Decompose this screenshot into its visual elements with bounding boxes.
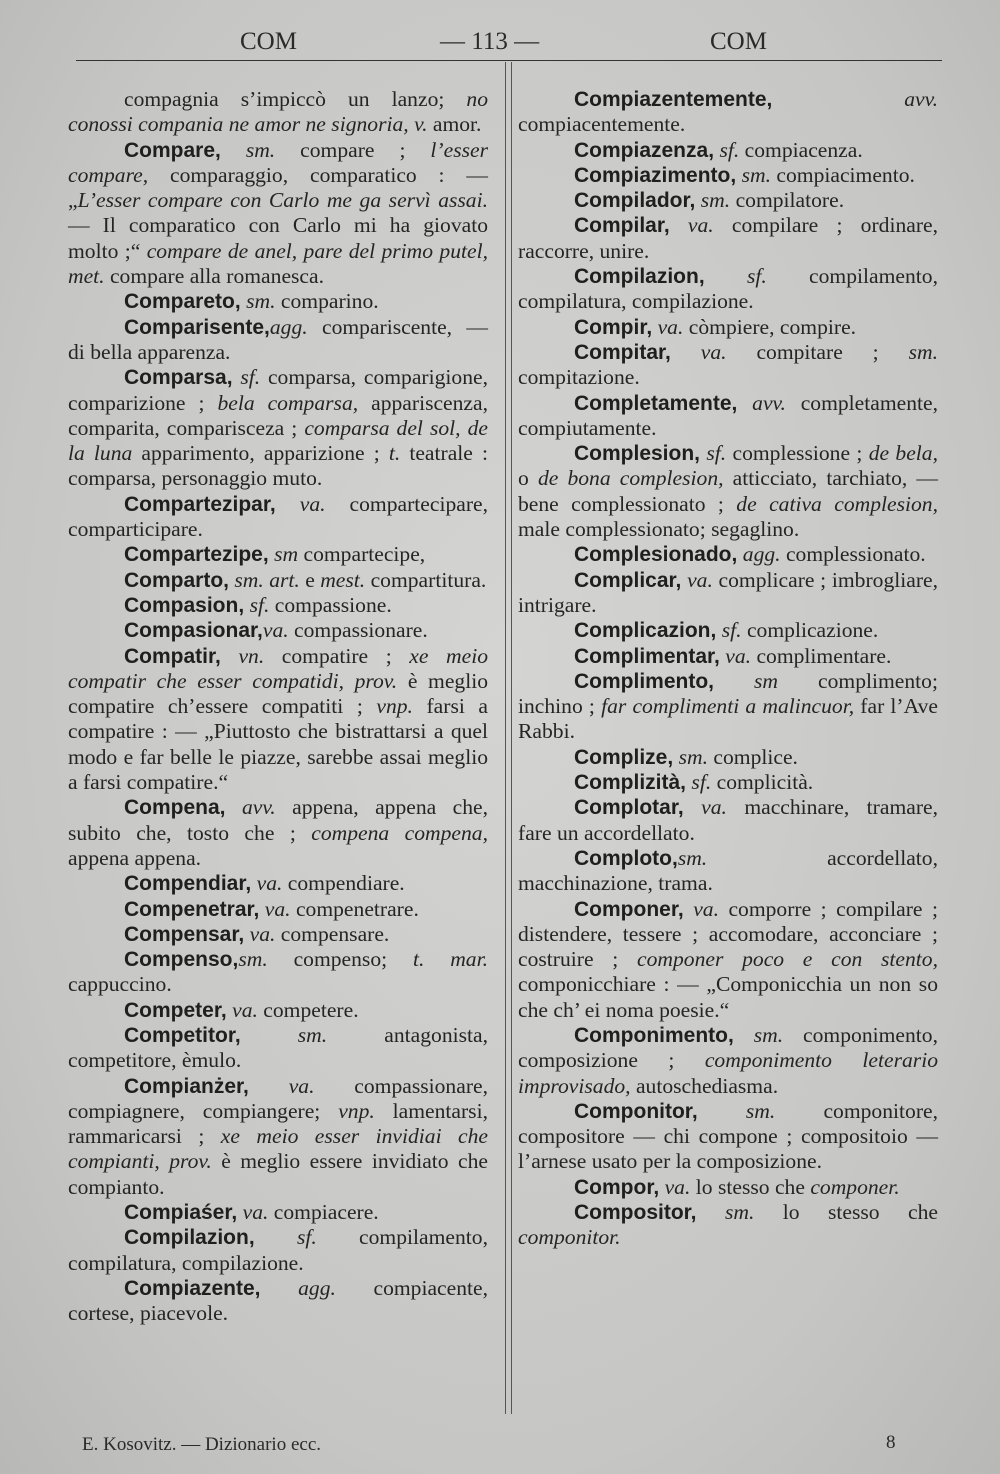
definition-text: compiacimento. <box>771 162 915 187</box>
dictionary-entry <box>68 1023 488 1074</box>
definition-text: teatrale : comparsa, personaggio muto. <box>68 441 488 491</box>
definition-text: complimento; inchino ; <box>518 668 938 719</box>
grammar-label: sf. <box>691 770 712 795</box>
headword: Complimento, <box>574 669 714 693</box>
headword: Compiazenza, <box>574 138 715 162</box>
headword: Compareto, <box>124 290 241 314</box>
grammar-label: prov. <box>169 1149 212 1174</box>
definition-text <box>670 213 688 237</box>
dictionary-entry <box>518 163 938 188</box>
definition-text: o <box>518 466 538 491</box>
headword: Compiaśer, <box>124 1201 238 1225</box>
header-rule <box>76 60 942 61</box>
grammar-label: va. <box>725 643 752 668</box>
grammar-label: sf. <box>296 1225 317 1250</box>
footer-sheet-number: 8 <box>886 1432 896 1453</box>
definition-text: accordellato, macchinazione, trama. <box>518 845 938 896</box>
example-phrase: componer poco e con stento, <box>637 947 939 972</box>
dictionary-entry <box>68 1225 488 1276</box>
definition-text: cappuccino. <box>68 972 172 997</box>
grammar-label: sm <box>754 668 779 693</box>
dictionary-entry <box>68 492 488 543</box>
footer-signature: E. Kosovitz. — Dizionario ecc. <box>82 1434 322 1455</box>
grammar-label: va. <box>657 314 684 339</box>
grammar-label: met. <box>68 264 105 289</box>
definition-text: completamente, compiutamente. <box>518 390 938 440</box>
definition-text: atticciato, tarchiato, — bene complessionato ; <box>518 466 938 516</box>
headword: Complicar, <box>574 568 682 592</box>
grammar-label: vnp. <box>376 694 413 719</box>
grammar-label: sm. <box>245 137 276 162</box>
dictionary-entry <box>518 669 938 745</box>
definition-text: compenso; <box>267 947 413 972</box>
definition-text: complicità. <box>711 770 814 795</box>
definition-text: lamentarsi, rammaricarsi ; <box>68 1098 488 1149</box>
example-phrase: componer. <box>810 1174 900 1199</box>
example-phrase: xe meio esser invidiai che compianti, <box>68 1124 488 1174</box>
definition-text: amor. <box>427 112 482 137</box>
dictionary-entry <box>68 947 488 998</box>
dictionary-entry <box>518 213 938 264</box>
dictionary-entry <box>68 1074 488 1200</box>
example-phrase: componitor. <box>518 1225 621 1250</box>
definition-text: componitore, compositore — chi compone ; compositoio — l’arnese usato per la composizione. <box>518 1098 938 1174</box>
grammar-label: sf. <box>746 264 767 289</box>
example-phrase: componimento leterario improvisado, <box>518 1048 938 1098</box>
headword: Comparsa, <box>124 366 233 390</box>
grammar-label: avv. <box>241 795 276 820</box>
dictionary-entry <box>68 138 488 290</box>
definition-text: compitazione. <box>518 365 640 390</box>
dictionary-entry <box>518 1023 938 1099</box>
grammar-label: sm. <box>297 1022 328 1047</box>
definition-text: appena appena. <box>68 845 202 870</box>
definition-text <box>160 1149 169 1173</box>
headword: Competer, <box>124 998 227 1022</box>
definition-text: compendiare. <box>282 871 405 896</box>
dictionary-entry <box>68 922 488 947</box>
headword: Compartezipar, <box>124 492 276 516</box>
dictionary-entry <box>518 644 938 669</box>
definition-text <box>241 1023 298 1047</box>
example-phrase: de bona complesion, <box>537 466 724 491</box>
grammar-label: sm. <box>741 162 771 187</box>
definition-text: è meglio essere invidiato che compianto. <box>68 1149 488 1199</box>
definition-text <box>698 1099 746 1123</box>
grammar-label: avv. <box>904 87 938 111</box>
headword: Componitor, <box>574 1099 698 1123</box>
dictionary-entry <box>68 593 488 618</box>
headword: Componer, <box>574 897 684 921</box>
column-divider <box>505 62 512 1414</box>
example-phrase: no conossi compania ne amor ne signoria, <box>68 87 488 137</box>
definition-text: compilamento, compilatura, compilazione. <box>518 264 938 314</box>
definition-text: complessionato. <box>780 542 926 567</box>
dictionary-entry <box>518 745 938 770</box>
definition-text: còmpiere, compire. <box>683 314 857 339</box>
grammar-label: t. mar. <box>412 947 488 972</box>
headword: Compasion, <box>124 593 245 617</box>
dictionary-entry <box>518 542 938 567</box>
headword: Compilador, <box>574 189 696 213</box>
right-column <box>518 87 938 1251</box>
dictionary-entry <box>518 846 938 897</box>
definition-text <box>734 1023 754 1047</box>
definition-text: apparimento, apparizione ; <box>132 441 389 466</box>
definition-text: antagonista, competitore, èmulo. <box>68 1022 488 1073</box>
grammar-label: sf. <box>719 137 740 162</box>
definition-text: compensare. <box>275 921 390 946</box>
definition-text: compenetrare. <box>290 896 419 921</box>
definition-text: compassione. <box>269 592 392 617</box>
definition-text: comparsa, comparigione, comparizione ; <box>68 365 488 415</box>
definition-text <box>226 795 242 819</box>
dictionary-entry <box>518 897 938 1023</box>
headword: Compiazimento, <box>574 163 737 187</box>
definition-text <box>221 644 239 668</box>
definition-text: lo stesso che <box>690 1174 811 1199</box>
dictionary-entry <box>518 1175 938 1200</box>
grammar-label: sm. art. <box>234 567 300 592</box>
grammar-label: va. <box>299 491 326 516</box>
example-phrase: compena compena, <box>311 820 488 845</box>
definition-text: compilamento, compilatura, compilazione. <box>68 1225 488 1275</box>
grammar-label: va. <box>242 1200 269 1225</box>
grammar-label: v. <box>414 112 428 137</box>
definition-text: comparaggio, comparatico : — „ <box>68 162 488 213</box>
grammar-label: sm. <box>745 1098 776 1123</box>
grammar-label: prov. <box>354 668 398 693</box>
definition-text <box>344 669 355 693</box>
definition-text: appariscenza, comparita, comparisceza ; <box>68 390 489 440</box>
grammar-label: agg. <box>742 542 781 567</box>
definition-text <box>255 1225 297 1249</box>
headword: Complicazion, <box>574 619 717 643</box>
example-phrase: comparsa del sol, de la luna <box>68 415 488 466</box>
grammar-label: va. <box>288 1073 315 1098</box>
headword: Comploto, <box>574 846 678 870</box>
dictionary-entry <box>518 315 938 340</box>
headword: Compensar, <box>124 922 245 946</box>
definition-text: e <box>299 567 321 592</box>
grammar-label: sf. <box>721 618 742 643</box>
headword: Compendiar, <box>124 872 252 896</box>
definition-text <box>684 897 694 921</box>
definition-text: componicchiare : — „Componicchia un non so che ch’ ei noma poesie.“ <box>518 972 938 1022</box>
dictionary-entry <box>68 289 488 314</box>
dictionary-entry <box>68 644 488 796</box>
headword: Compianżer, <box>124 1074 249 1098</box>
dictionary-entry <box>518 188 938 213</box>
grammar-label: va. <box>249 921 276 946</box>
headword: Completamente, <box>574 391 738 415</box>
dictionary-entry <box>518 618 938 643</box>
headword: Complizità, <box>574 771 687 795</box>
headword: Compartezipe, <box>124 543 269 567</box>
dictionary-entry <box>518 340 938 391</box>
definition-text: lo stesso che <box>754 1200 938 1225</box>
headword: Componimento, <box>574 1023 734 1047</box>
header-left: COM <box>240 28 297 55</box>
headword: Complize, <box>574 745 674 769</box>
definition-text: componimento, composizione ; <box>518 1022 938 1073</box>
headword: Compiazentemente, <box>574 88 773 111</box>
dictionary-entry <box>68 795 488 871</box>
definition-text <box>276 492 300 516</box>
headword: Compare, <box>124 138 221 162</box>
headword: Compasionar, <box>124 619 263 643</box>
headword: Complotar, <box>574 796 684 820</box>
header-right: COM <box>710 28 767 55</box>
grammar-label: va. <box>687 567 713 592</box>
definition-text <box>697 1200 725 1224</box>
definition-text: comparino. <box>275 289 379 314</box>
dictionary-entry <box>68 542 488 567</box>
definition-text: complimentare. <box>751 643 892 668</box>
grammar-label: va. <box>232 997 258 1022</box>
headword: Compiazente, <box>124 1276 261 1300</box>
grammar-label: t. <box>388 441 401 466</box>
running-header <box>70 28 940 58</box>
dictionary-entry <box>518 770 938 795</box>
grammar-label: sf. <box>706 441 727 466</box>
grammar-label: agg. <box>269 314 308 339</box>
definition-text <box>705 264 747 288</box>
definition-text: complice. <box>708 744 798 769</box>
grammar-label: va. <box>256 871 283 896</box>
headword: Compositor, <box>574 1201 697 1225</box>
example-phrase: l’esser compare, <box>68 137 488 187</box>
definition-text: far l’Ave Rabbi. <box>518 694 938 744</box>
headword: Compena, <box>124 796 226 820</box>
grammar-label: mest. <box>320 567 366 592</box>
definition-text: compiacentemente. <box>518 112 686 137</box>
definition-text: complicare ; imbrogliare, intrigare. <box>518 567 938 617</box>
grammar-label: sf. <box>240 365 261 390</box>
headword: Complesionado, <box>574 543 738 567</box>
dictionary-entry <box>518 264 938 315</box>
headword: Compenso, <box>124 948 239 972</box>
definition-text: compassionare. <box>288 618 428 643</box>
example-phrase: far complimenti a malincuor, <box>601 694 855 719</box>
definition-text: compare ; <box>275 137 431 162</box>
definition-text <box>221 138 246 162</box>
grammar-label: va. <box>664 1174 691 1199</box>
dictionary-entry <box>68 1276 488 1327</box>
grammar-label: sm. <box>700 188 731 213</box>
definition-text: compare alla romanesca. <box>104 264 324 289</box>
dictionary-entry <box>68 365 488 491</box>
dictionary-entry <box>518 795 938 846</box>
definition-text: compiacenza. <box>739 137 863 162</box>
headword: Comparisente, <box>124 315 270 339</box>
definition-text: farsi a compatire : — „Piuttosto che bistrattarsi a quel modo e far belle le piazze, sarebbe assai meglio a farsi compatire.“ <box>68 694 488 795</box>
grammar-label: vnp. <box>338 1098 375 1123</box>
definition-text: compiacere. <box>268 1200 379 1225</box>
headword: Compilazion, <box>124 1226 255 1250</box>
grammar-label: sm <box>274 542 299 567</box>
definition-text: — Il comparatico con Carlo mi ha giovato molto ;“ <box>68 213 488 263</box>
definition-text: complicazione. <box>741 618 879 643</box>
definition-text <box>261 1276 299 1300</box>
definition-text: compilare ; ordinare, raccorre, unire. <box>518 213 938 263</box>
headword: Compir, <box>574 315 653 339</box>
dictionary-entry <box>518 391 938 442</box>
dictionary-entry <box>68 315 488 366</box>
definition-text <box>671 340 701 364</box>
grammar-label: vn. <box>238 643 265 668</box>
definition-text: comporre ; compilare ; distendere, tessere ; accomodare, acconciare ; costruire ; <box>518 896 938 972</box>
headword: Competitor, <box>124 1023 241 1047</box>
grammar-label: sm. <box>246 289 276 314</box>
dictionary-entry <box>68 618 488 643</box>
grammar-label: sf. <box>249 592 270 617</box>
definition-text: compariscente, — di bella apparenza. <box>68 314 488 364</box>
definition-text: compilatore. <box>730 188 845 213</box>
grammar-label: sm. <box>678 744 708 769</box>
definition-text: competere. <box>257 997 359 1022</box>
grammar-label: va. <box>687 213 714 238</box>
grammar-label: agg. <box>298 1275 336 1300</box>
grammar-label: va. <box>701 795 727 820</box>
page-number: — 113 — <box>440 28 540 55</box>
definition-text: compartecipe, <box>298 542 426 567</box>
dictionary-entry <box>68 998 488 1023</box>
dictionary-entry <box>518 138 938 163</box>
definition-text: male complessionato; segaglino. <box>518 517 800 542</box>
definition-text: appena, appena che, subito che, tosto che ; <box>68 795 488 845</box>
grammar-label: va. <box>693 896 719 921</box>
example-phrase: de bela, <box>868 441 938 466</box>
dictionary-entry <box>518 1099 938 1175</box>
dictionary-entry <box>68 568 488 593</box>
dictionary-entry <box>68 897 488 922</box>
grammar-label: avv. <box>752 390 786 415</box>
headword: Compilazion, <box>574 265 705 289</box>
grammar-label: va. <box>264 896 291 921</box>
definition-text: compartecipare, comparticipare. <box>68 491 488 542</box>
dictionary-entry <box>68 87 488 138</box>
left-column <box>68 87 488 1327</box>
headword: Compatir, <box>124 644 221 668</box>
example-phrase: de cativa complesion, <box>736 491 938 516</box>
definition-text: compartitura. <box>365 567 487 592</box>
grammar-label: sm. <box>753 1022 784 1047</box>
definition-text: compatire ; <box>264 643 410 668</box>
headword: Complesion, <box>574 442 701 466</box>
dictionary-entry <box>68 1200 488 1225</box>
headword: Compitar, <box>574 340 671 364</box>
definition-text: macchinare, tramare, fare un accordellato. <box>518 795 938 845</box>
grammar-label: sm. <box>238 947 268 972</box>
headword: Compilar, <box>574 214 670 238</box>
headword: Compor, <box>574 1175 660 1199</box>
definition-text: compitare ; <box>726 339 909 364</box>
example-phrase: compare de anel, pare del primo putel, <box>146 238 488 263</box>
example-phrase: L’esser compare con Carlo me ga servì assai. <box>77 188 488 213</box>
definition-text <box>737 391 752 415</box>
grammar-label: va. <box>262 618 289 643</box>
definition-text <box>714 669 754 693</box>
definition-text: compagnia s’impiccò un lanzo; <box>124 87 467 111</box>
grammar-label: va. <box>700 339 727 364</box>
dictionary-entry <box>518 87 938 138</box>
dictionary-entry <box>518 568 938 619</box>
dictionary-entry <box>518 1200 938 1251</box>
grammar-label: sm. <box>677 845 708 870</box>
definition-text <box>249 1074 289 1098</box>
headword: Complimentar, <box>574 644 720 668</box>
definition-text: autoschediasma. <box>630 1073 779 1098</box>
definition-text: compassionare, compiagnere, compiangere; <box>68 1073 488 1123</box>
definition-text: complessione ; <box>726 441 869 466</box>
dictionary-entry <box>68 871 488 896</box>
dictionary-entry <box>518 441 938 542</box>
headword: Compenetrar, <box>124 897 260 921</box>
definition-text: compiacente, cortese, piacevole. <box>68 1275 488 1326</box>
headword: Comparto, <box>124 568 229 592</box>
example-phrase: bela comparsa, <box>217 390 359 415</box>
grammar-label: sm. <box>908 339 938 364</box>
definition-text: è meglio compatire ch’essere compatiti ; <box>68 668 489 719</box>
definition-text <box>772 87 904 111</box>
definition-text <box>684 795 701 819</box>
grammar-label: sm. <box>724 1200 755 1225</box>
example-phrase: xe meio compatir che esser compatidi, <box>68 643 488 693</box>
